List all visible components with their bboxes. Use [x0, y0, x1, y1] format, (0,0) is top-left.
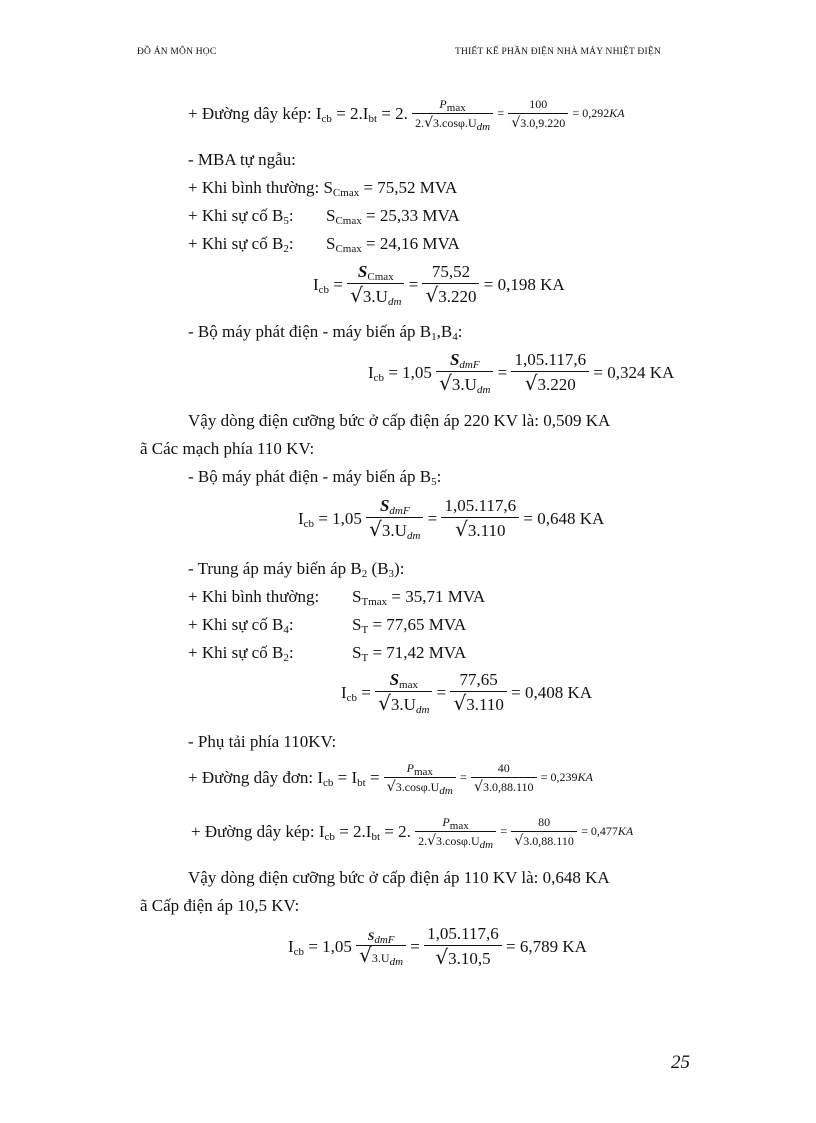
formula-icb-b1-b4: $I_{cb} = 1,05$ $\frac{S_{dmF}}{√3.U_{dm}}$ = $\frac{1,05.117,6}{√3.220}$ = 0,324 KA	[368, 350, 675, 396]
bo-b5: - Bộ máy phát điện - máy biến áp $B_5$:	[188, 467, 442, 488]
header-left: ĐỒ ÁN MÔN HỌC	[137, 47, 217, 57]
bo-b1-b4: - Bộ máy phát điện - máy biến áp $B_1,B_4$:	[188, 322, 463, 343]
formula-double-line-220: + Đường dây kép: $I_{cb} = 2.I_{bt} = 2$. $\frac{P_{max}}{2.√3.\cos\varphi.U_{dm}}$ = $\frac{100}{√3.0,9.220}$ = 0,292KA	[188, 97, 625, 133]
mba-fault-b5-value: $S_{Cmax} = 25,33$ MVA	[326, 206, 460, 227]
mba-normal: + Khi bình thường: $S_{Cmax} = 75,52$ MVA	[188, 178, 458, 199]
phu-tai-110: - Phụ tải phía 110KV:	[188, 732, 337, 751]
header-right: THIẾT KẾ PHẦN ĐIỆN NHÀ MÁY NHIỆT ĐIỆN	[455, 47, 661, 57]
t-fault-b2-value: $S_T = 71,42$ MVA	[352, 643, 467, 664]
formula-icb-trung: $I_{cb}$ = $\frac{S_{max}}{√3.U_{dm}}$ = $\frac{77,65}{√3.110}$ = 0,408 KA	[341, 670, 593, 716]
t-normal-value: $S_{Tmax} = 35,71$ MVA	[352, 587, 486, 608]
formula-double-line-110: + Đường dây kép: $I_{cb} = 2.I_{bt} = 2$. $\frac{P_{max}}{2.√3.\cos\varphi.U_{dm}}$ = $\frac{80}{√3.0,88.110}$ = 0,477KA	[191, 815, 634, 851]
formula-icb-mba: $I_{cb}$ = $\frac{S_{Cmax}}{√3.U_{dm}}$ = $\frac{75,52}{√3.220}$ = 0,198 KA	[313, 262, 565, 308]
trung-ap: - Trung áp máy biến áp $B_2$ $(B_3)$:	[188, 559, 405, 580]
mba-fault-b2-value: $S_{Cmax} = 24,16$ MVA	[326, 234, 460, 255]
section-10-5kv: ã Cấp điện áp 10,5 KV:	[140, 896, 300, 915]
conclusion-110: Vậy dòng điện cưỡng bức ở cấp điện áp 110 KV là: 0,648 KA	[188, 868, 610, 887]
mba-fault-b5: + Khi sự cố $B_5$:	[188, 206, 294, 227]
formula-icb-b5: $I_{cb} = 1,05$ $\frac{S_{dmF}}{√3.U_{dm}}$ = $\frac{1,05.117,6}{√3.110}$ = 0,648 KA	[298, 496, 605, 542]
mba-heading: - MBA tự ngẫu:	[188, 150, 296, 169]
section-110kv: ã Các mạch phía 110 KV:	[140, 439, 315, 458]
t-fault-b4-value: $S_T = 77,65$ MVA	[352, 615, 467, 636]
t-normal-label: + Khi bình thường:	[188, 587, 320, 606]
formula-single-line-110: + Đường dây đơn: $I_{cb} = I_{bt}$ = $\frac{P_{max}}{√3.\cos\varphi.U_{dm}}$ = $\frac{40}{√3.0,88.110}$ = 0,239KA	[188, 761, 593, 797]
conclusion-220: Vậy dòng điện cưỡng bức ở cấp điện áp 220 KV là: 0,509 KA	[188, 411, 611, 430]
formula-icb-10-5: $I_{cb} = 1,05$ $\frac{S_{dmF}}{√3.U_{dm}}$ = $\frac{1,05.117,6}{√3.10,5}$ = 6,789 KA	[288, 924, 587, 969]
page-number: 25	[671, 1052, 690, 1073]
t-fault-b2-label: + Khi sự cố $B_2$:	[188, 643, 294, 664]
t-fault-b4-label: + Khi sự cố $B_4$:	[188, 615, 294, 636]
mba-fault-b2: + Khi sự cố $B_2$:	[188, 234, 294, 255]
